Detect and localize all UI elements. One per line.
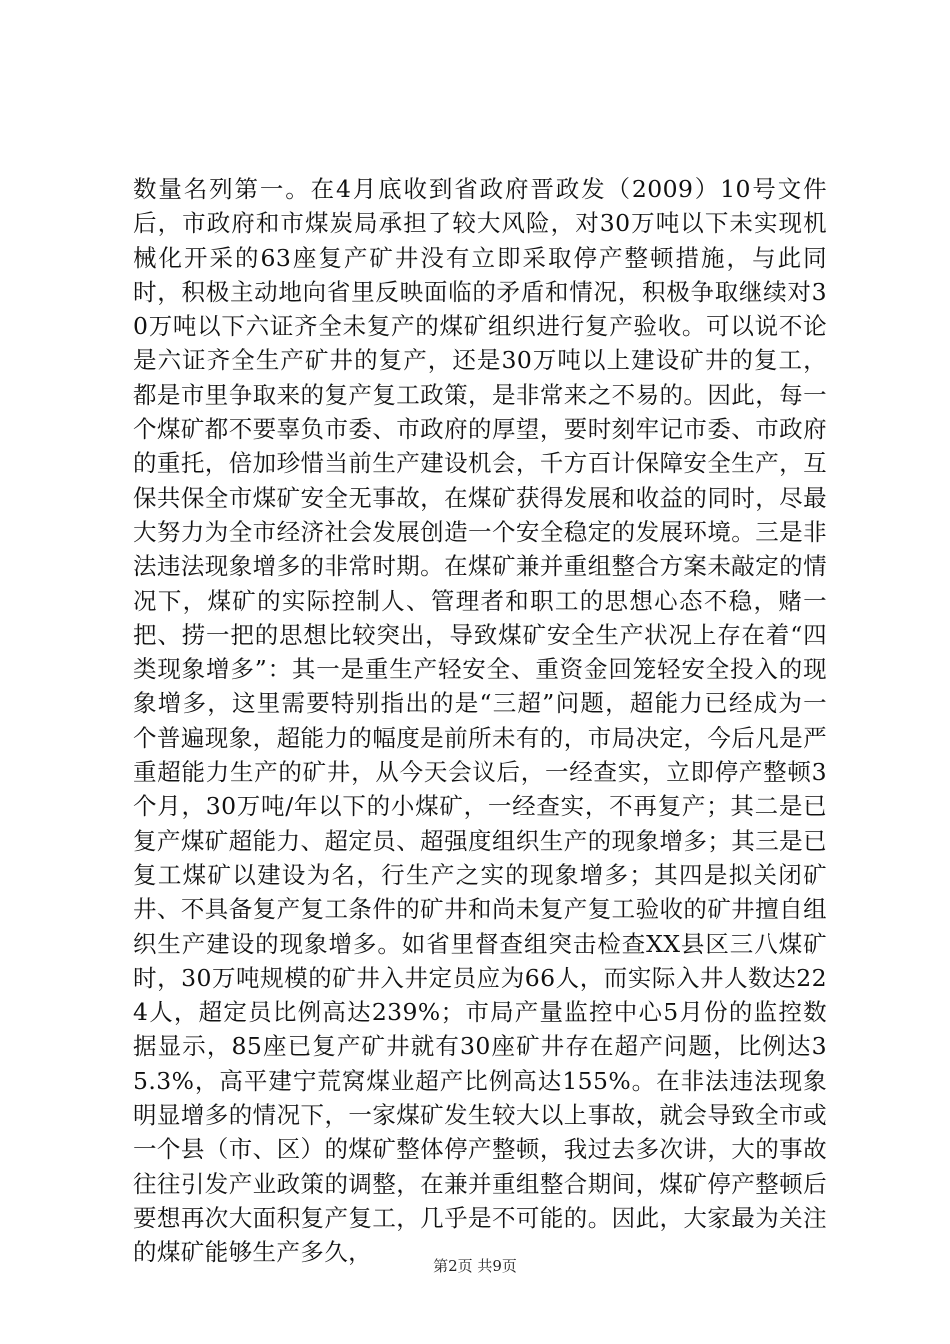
body-paragraph: 数量名列第一。在4月底收到省政府晋政发（2009）10号文件后，市政府和市煤炭局承担了较大风险，对30万吨以下未实现机械化开采的63座复产矿井没有立即采取停产整顿措施，与此同时，积极主动地向省里反映面临的矛盾和情况，积极争取继续对30万吨以下六证齐全未复产的煤矿组织进行复产验收。可以说不论是六证齐全生产矿井的复产，还是30万吨以上建设矿井的复工，都是市里争取来的复产复工政策，是非常来之不易的。因此，每一个煤矿都不要辜负市委、市政府的厚望，要时刻牢记市委、市政府的重托，倍加珍惜当前生产建设机会，千方百计保障安全生产，互保共保全市煤矿安全无事故，在煤矿获得发展和收益的同时，尽最大努力为全市经济社会发展创造一个安全稳定的发展环境。三是非法违法现象增多的非常时期。在煤矿兼并重组整合方案未敲定的情况下，煤矿的实际控制人、管理者和职工的思想心态不稳，赌一把、捞一把的思想比较突出，导致煤矿安全生产状况上存在着“四类现象增多”：其一是重生产轻安全、重资金回笼轻安全投入的现象增多，这里需要特别指出的是“三超”问题，超能力已经成为一个普遍现象，超能力的幅度是前所未有的，市局决定，今后凡是严重超能力生产的矿井，从今天会议后，一经查实，立即停产整顿3个月，30万吨/年以下的小煤矿，一经查实，不再复产；其二是已复产煤矿超能力、超定员、超强度组织生产的现象增多；其三是已复工煤矿以建设为名，行生产之实的现象增多；其四是拟关闭矿井、不具备复产复工条件的矿井和尚未复产复工验收的矿井擅自组织生产建设的现象增多。如省里督查组突击检查XX县区三八煤矿时，30万吨规模的矿井入井定员应为66人，而实际入井人数达224人，超定员比例高达239%；市局产量监控中心5月份的监控数据显示，85座已复产矿井就有30座矿井存在超产问题，比例达35.3%，高平建宁荒窝煤业超产比例高达155%。在非法违法现象明显增多的情况下，一家煤矿发生较大以上事故，就会导致全市或一个县（市、区）的煤矿整体停产整顿，我过去多次讲，大的事故往往引发产业政策的调整，在兼并重组整合期间，煤矿停产整顿后要想再次大面积复产复工，几乎是不可能的。因此，大家最为关注的煤矿能够生产多久，	[133, 175, 827, 1267]
page-number-footer: 第2页 共9页	[433, 1257, 517, 1275]
